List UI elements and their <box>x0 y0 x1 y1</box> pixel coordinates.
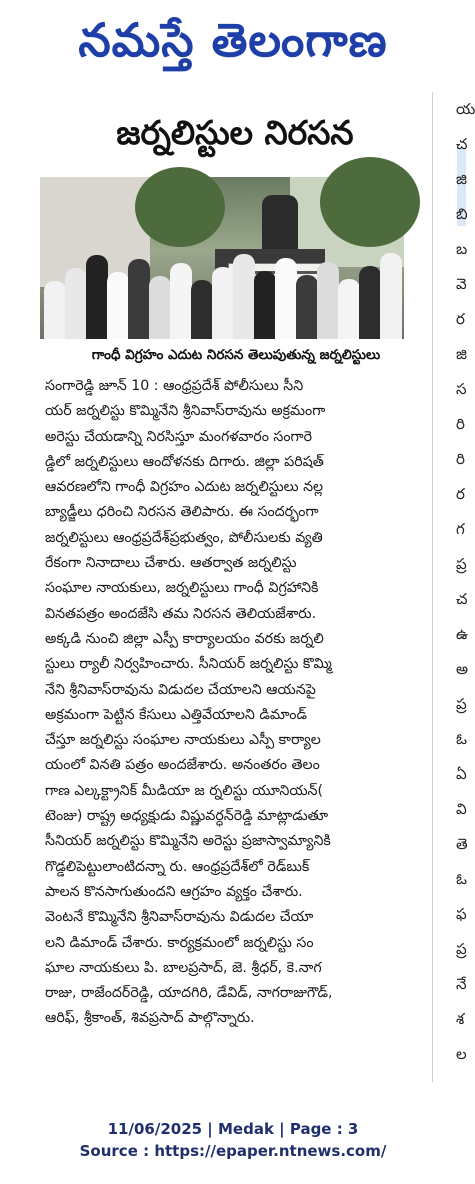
protester <box>107 272 129 339</box>
adjacent-column-glyph: గ <box>456 520 465 538</box>
article-line: వినతపత్రం అందజేసి తమ నిరసన తెలియజేశారు. <box>45 605 317 622</box>
adjacent-column-glyph: రి <box>456 450 465 468</box>
adjacent-column-glyph: చ <box>456 590 468 608</box>
adjacent-column-glyph: ర <box>456 310 465 328</box>
protester <box>380 253 402 339</box>
adjacent-column-glyph: చ <box>456 135 468 153</box>
article-line: యంలో వినతి పత్రం అందజేశారు. అనంతరం తెలం <box>45 757 320 774</box>
footer-date-edition: 11/06/2025 | Medak | Page : 3 <box>107 1120 359 1138</box>
page-footer <box>0 1118 466 1162</box>
article-line: సీనియర్ జర్నలిస్టు కొమ్మినేని అరెస్టు ప్రజాస్వామ్యానికి <box>45 833 331 850</box>
protester <box>149 276 171 339</box>
article-body <box>45 374 425 1032</box>
article-line: గాణ ఎల్కక్ట్రానిక్ మీడియా జ ర్నలిస్టు యూనియన్( <box>45 782 324 799</box>
adjacent-column-glyph: వె <box>456 275 467 293</box>
adjacent-column-glyph: ప్ర <box>456 555 467 573</box>
article-line: డ్డిలో జర్నలిస్టులు ఆందోళనకు దిగారు. జిల్లా పరిషత్ <box>45 453 324 470</box>
gandhi-statue <box>262 195 298 255</box>
protester <box>296 275 318 339</box>
masthead <box>0 0 466 92</box>
protester <box>338 279 360 339</box>
adjacent-column-glyph: స <box>456 380 467 398</box>
adjacent-column-glyph: తె <box>456 835 468 853</box>
adjacent-column-glyph: నే <box>456 975 467 993</box>
adjacent-column-glyph: జి <box>456 345 467 363</box>
adjacent-column-glyph: శ <box>456 1010 465 1028</box>
protester <box>275 258 297 339</box>
headline-text: జర్నలిస్టుల నిరసన <box>116 112 354 152</box>
protester <box>191 280 213 339</box>
protester <box>170 263 192 339</box>
adjacent-column-glyph: బ <box>456 240 468 258</box>
article-line: ఘాల నాయకులు పి. బాలప్రసాద్, జె. శ్రీధర్, కె.నాగ <box>45 959 322 976</box>
adjacent-column-glyph: జి <box>456 170 467 188</box>
article-line: పాలన కొనసాగుతుందని ఆగ్రహం వ్యక్తం చేశారు. <box>45 883 303 900</box>
article-line: రేకంగా నినాదాలు చేశారు. ఆతర్వాత జర్నలిస్టు <box>45 555 297 572</box>
adjacent-column <box>438 96 475 1086</box>
adjacent-column-glyph: ఓ <box>456 870 467 888</box>
article-line: వెంటనే కొమ్మినేని శ్రీనివాస్‌రావును విడుదల చేయా <box>45 909 314 926</box>
adjacent-column-glyph: రి <box>456 415 465 433</box>
adjacent-column-glyph: ప్ర <box>456 940 467 958</box>
protester <box>44 281 66 339</box>
photo-tree <box>320 157 420 247</box>
newspaper-title: నమస్తే తెలంగాణ <box>78 13 388 67</box>
photo-caption <box>40 344 432 368</box>
column-divider <box>432 92 433 1082</box>
article-headline <box>40 108 430 164</box>
protester <box>86 255 108 339</box>
adjacent-column-glyph: ఓ <box>456 730 467 748</box>
adjacent-column-glyph: ఉ <box>456 625 468 643</box>
adjacent-column-glyph: ప్ర <box>456 695 467 713</box>
adjacent-column-glyph: ఏ <box>456 765 467 783</box>
adjacent-column-glyph: ల <box>456 1045 467 1063</box>
protester <box>212 267 234 339</box>
adjacent-column-glyph: ఫ <box>456 905 467 923</box>
article-line: రాజు, రాజేందర్‌రెడ్డి, యాదగిరి, డేవిడ్, నాగరాజుగౌడ్, <box>45 985 333 1002</box>
protester <box>317 262 339 339</box>
article-line: అరెస్టు చేయడాన్ని నిరసిస్తూ మంగళవారం సంగారె <box>45 428 313 445</box>
protester <box>359 266 381 339</box>
protester <box>254 271 276 339</box>
footer-source: Source : https://epaper.ntnews.com/ <box>79 1142 387 1160</box>
article-line: అక్కడి నుంచి జిల్లా ఎస్పీ కార్యాలయం వరకు జర్నలి <box>45 630 324 647</box>
adjacent-column-glyph: వి <box>456 800 467 818</box>
article-photo <box>40 177 404 339</box>
protester <box>233 254 255 339</box>
article-line: టెంజు) రాష్ట్ర అధ్యక్షుడు విష్ణువర్ధన్‌రెడ్డి మాట్లాడుతూ <box>45 808 329 825</box>
adjacent-column-glyph: ర <box>456 485 465 503</box>
article-line: అక్రమంగా పెట్టిన కేసులు ఎత్తివేయాలని డిమాండ్ <box>45 706 307 723</box>
adjacent-column-glyph: బి <box>456 205 468 223</box>
protester <box>128 259 150 339</box>
article-line: ఆరిఫ్, శ్రీకాంత్, శివప్రసాద్ పాల్గొన్నారు. <box>45 1010 255 1027</box>
article-line: ఆవరణలోని గాంధీ విగ్రహం ఎదుట జర్నలిస్టులు నల్ల <box>45 479 324 496</box>
article-line: బ్యాడ్జీలు ధరించి నిరసన తెలిపారు. ఈ సందర్భంగా <box>45 504 319 521</box>
article-line: స్టులు ర్యాలీ నిర్వహించారు. సీనియర్ జర్నలిస్టు కొమ్మి <box>45 656 332 673</box>
article-line: నేని శ్రీనివాస్‌రావును విడుదల చేయాలని ఆయనపై <box>45 681 316 698</box>
caption-text: గాంధీ విగ్రహం ఎదుట నిరసన తెలుపుతున్న జర్నలిస్టులు <box>91 346 381 363</box>
protester <box>65 268 87 339</box>
photo-tree <box>135 167 225 247</box>
article-line: సంఘాల నాయకులు, జర్నలిస్టులు గాంధీ విగ్రహానికి <box>45 580 319 597</box>
article-line: జర్నలిస్టులు ఆంధ్రప్రదేశ్‌ప్రభుత్వం, పోలీసులకు వ్యతి <box>45 529 323 546</box>
article-line: సంగారెడ్డి జూన్ 10 : ఆంధ్రప్రదేశ్ పోలీసులు సీని <box>45 378 304 394</box>
adjacent-column-glyph: అ <box>456 660 469 678</box>
article-line: యర్ జర్నలిస్టు కొమ్మినేని శ్రీనివాస్‌రావును అక్రమంగా <box>45 403 326 420</box>
article-line: లని డిమాండ్ చేశారు. కార్యక్రమంలో జర్నలిస్టు సం <box>45 934 314 951</box>
article-line: గొడ్డలిపెట్టులాంటిదన్నా రు. ఆంధ్రప్రదేశ్‌లో రెడ్‌బుక్ <box>45 858 310 875</box>
adjacent-column-glyph: య <box>456 100 475 118</box>
article-line: చేస్తూ జర్నలిస్టు సంఘాల నాయకులు ఎస్పీ కార్యాల <box>45 732 321 749</box>
